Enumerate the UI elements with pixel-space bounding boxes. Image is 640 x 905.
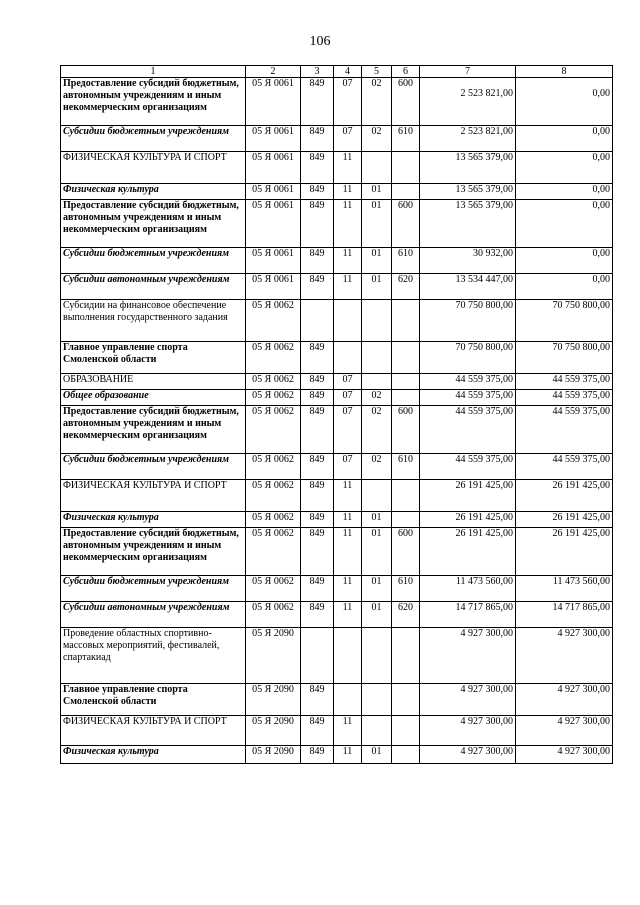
row-amount-2-cell: 70 750 800,00 bbox=[516, 342, 613, 374]
row-dept-cell: 849 bbox=[301, 576, 334, 602]
row-amount-2-cell: 0,00 bbox=[516, 78, 613, 126]
table-row bbox=[61, 454, 613, 480]
row-section-cell bbox=[334, 300, 362, 342]
row-code-cell: 05 Я 0062 bbox=[246, 390, 301, 406]
row-expense-type-cell bbox=[392, 512, 420, 528]
row-amount-2-cell: 0,00 bbox=[516, 274, 613, 300]
row-amount-2-cell: 26 191 425,00 bbox=[516, 512, 613, 528]
header-cell: 5 bbox=[362, 66, 392, 78]
row-dept-cell: 849 bbox=[301, 78, 334, 126]
row-subsection-cell: 02 bbox=[362, 126, 392, 152]
row-name-cell: ОБРАЗОВАНИЕ bbox=[61, 374, 246, 390]
row-section-cell: 11 bbox=[334, 746, 362, 764]
row-code-cell: 05 Я 0062 bbox=[246, 512, 301, 528]
row-name-cell: Проведение областных спортивно-массовых мероприятий, фестивалей, спартакиад bbox=[61, 628, 246, 684]
table-row bbox=[61, 274, 613, 300]
row-name-cell: ФИЗИЧЕСКАЯ КУЛЬТУРА И СПОРТ bbox=[61, 716, 246, 746]
table-row bbox=[61, 576, 613, 602]
row-subsection-cell: 01 bbox=[362, 528, 392, 576]
row-expense-type-cell bbox=[392, 374, 420, 390]
row-code-cell: 05 Я 0062 bbox=[246, 342, 301, 374]
row-subsection-cell bbox=[362, 342, 392, 374]
row-expense-type-cell bbox=[392, 628, 420, 684]
row-name-cell: Субсидии бюджетным учреждениям bbox=[61, 126, 246, 152]
row-amount-2-cell: 26 191 425,00 bbox=[516, 528, 613, 576]
table-row bbox=[61, 126, 613, 152]
budget-table bbox=[60, 65, 613, 764]
row-name-cell: Субсидии бюджетным учреждениям bbox=[61, 248, 246, 274]
row-name-cell: Предоставление субсидий бюджетным, автономным учреждениям и иным некоммерческим организациям bbox=[61, 200, 246, 248]
row-section-cell: 11 bbox=[334, 248, 362, 274]
row-expense-type-cell bbox=[392, 342, 420, 374]
row-amount-2-cell: 4 927 300,00 bbox=[516, 746, 613, 764]
row-name-cell: Физическая культура bbox=[61, 512, 246, 528]
row-subsection-cell: 01 bbox=[362, 512, 392, 528]
row-subsection-cell: 01 bbox=[362, 746, 392, 764]
table-row bbox=[61, 342, 613, 374]
row-amount-1-cell: 4 927 300,00 bbox=[420, 628, 516, 684]
row-dept-cell: 849 bbox=[301, 184, 334, 200]
row-section-cell: 11 bbox=[334, 528, 362, 576]
row-code-cell: 05 Я 0061 bbox=[246, 152, 301, 184]
row-expense-type-cell: 600 bbox=[392, 78, 420, 126]
row-dept-cell: 849 bbox=[301, 248, 334, 274]
row-code-cell: 05 Я 0062 bbox=[246, 528, 301, 576]
table-row bbox=[61, 746, 613, 764]
row-expense-type-cell: 610 bbox=[392, 576, 420, 602]
header-cell: 3 bbox=[301, 66, 334, 78]
row-section-cell: 11 bbox=[334, 184, 362, 200]
row-amount-1-cell: 14 717 865,00 bbox=[420, 602, 516, 628]
row-subsection-cell bbox=[362, 300, 392, 342]
row-subsection-cell bbox=[362, 480, 392, 512]
row-section-cell: 07 bbox=[334, 390, 362, 406]
table-row bbox=[61, 602, 613, 628]
header-cell: 4 bbox=[334, 66, 362, 78]
row-amount-1-cell: 26 191 425,00 bbox=[420, 512, 516, 528]
row-code-cell: 05 Я 0062 bbox=[246, 454, 301, 480]
row-name-cell: Субсидии автономным учреждениям bbox=[61, 602, 246, 628]
row-section-cell: 11 bbox=[334, 576, 362, 602]
row-dept-cell: 849 bbox=[301, 480, 334, 512]
row-code-cell: 05 Я 0061 bbox=[246, 200, 301, 248]
row-name-cell: Физическая культура bbox=[61, 184, 246, 200]
row-section-cell: 07 bbox=[334, 126, 362, 152]
row-amount-2-cell: 4 927 300,00 bbox=[516, 716, 613, 746]
row-expense-type-cell: 620 bbox=[392, 602, 420, 628]
row-name-cell: Предоставление субсидий бюджетным, автономным учреждениям и иным некоммерческим организациям bbox=[61, 528, 246, 576]
header-cell: 6 bbox=[392, 66, 420, 78]
row-amount-1-cell: 44 559 375,00 bbox=[420, 374, 516, 390]
row-dept-cell: 849 bbox=[301, 406, 334, 454]
row-section-cell: 11 bbox=[334, 716, 362, 746]
row-amount-1-cell: 26 191 425,00 bbox=[420, 528, 516, 576]
row-expense-type-cell: 620 bbox=[392, 274, 420, 300]
row-dept-cell: 849 bbox=[301, 200, 334, 248]
row-amount-1-cell: 4 927 300,00 bbox=[420, 716, 516, 746]
row-code-cell: 05 Я 0062 bbox=[246, 480, 301, 512]
row-code-cell: 05 Я 0061 bbox=[246, 78, 301, 126]
row-code-cell: 05 Я 0062 bbox=[246, 602, 301, 628]
row-expense-type-cell: 600 bbox=[392, 528, 420, 576]
row-code-cell: 05 Я 2090 bbox=[246, 716, 301, 746]
row-dept-cell: 849 bbox=[301, 126, 334, 152]
row-code-cell: 05 Я 0061 bbox=[246, 184, 301, 200]
row-section-cell: 11 bbox=[334, 602, 362, 628]
row-code-cell: 05 Я 2090 bbox=[246, 746, 301, 764]
row-dept-cell: 849 bbox=[301, 528, 334, 576]
row-subsection-cell: 01 bbox=[362, 248, 392, 274]
table-row bbox=[61, 300, 613, 342]
row-subsection-cell bbox=[362, 374, 392, 390]
row-section-cell: 07 bbox=[334, 374, 362, 390]
row-subsection-cell: 02 bbox=[362, 454, 392, 480]
table-row bbox=[61, 200, 613, 248]
row-dept-cell: 849 bbox=[301, 684, 334, 716]
row-amount-1-cell: 4 927 300,00 bbox=[420, 684, 516, 716]
row-amount-2-cell: 11 473 560,00 bbox=[516, 576, 613, 602]
row-subsection-cell: 01 bbox=[362, 576, 392, 602]
row-amount-2-cell: 0,00 bbox=[516, 184, 613, 200]
row-amount-1-cell: 44 559 375,00 bbox=[420, 454, 516, 480]
row-amount-1-cell: 70 750 800,00 bbox=[420, 342, 516, 374]
row-subsection-cell: 02 bbox=[362, 78, 392, 126]
table-row bbox=[61, 390, 613, 406]
page-number: 106 bbox=[309, 34, 331, 49]
row-amount-2-cell: 0,00 bbox=[516, 200, 613, 248]
table-row bbox=[61, 512, 613, 528]
row-subsection-cell bbox=[362, 684, 392, 716]
row-expense-type-cell: 610 bbox=[392, 454, 420, 480]
row-subsection-cell bbox=[362, 628, 392, 684]
row-expense-type-cell: 600 bbox=[392, 406, 420, 454]
table-row bbox=[61, 78, 613, 126]
row-dept-cell: 849 bbox=[301, 602, 334, 628]
row-amount-1-cell: 13 534 447,00 bbox=[420, 274, 516, 300]
row-expense-type-cell bbox=[392, 746, 420, 764]
row-amount-2-cell: 0,00 bbox=[516, 152, 613, 184]
row-section-cell: 07 bbox=[334, 406, 362, 454]
row-code-cell: 05 Я 0062 bbox=[246, 374, 301, 390]
table-row bbox=[61, 628, 613, 684]
row-amount-2-cell: 14 717 865,00 bbox=[516, 602, 613, 628]
header-cell: 1 bbox=[61, 66, 246, 78]
row-amount-2-cell: 44 559 375,00 bbox=[516, 454, 613, 480]
row-name-cell: Субсидии автономным учреждениям bbox=[61, 274, 246, 300]
row-name-cell: Предоставление субсидий бюджетным, автономным учреждениям и иным некоммерческим организациям bbox=[61, 78, 246, 126]
row-section-cell: 11 bbox=[334, 480, 362, 512]
row-code-cell: 05 Я 0062 bbox=[246, 300, 301, 342]
row-section-cell: 11 bbox=[334, 200, 362, 248]
row-code-cell: 05 Я 0061 bbox=[246, 248, 301, 274]
row-subsection-cell: 01 bbox=[362, 274, 392, 300]
row-amount-1-cell: 30 932,00 bbox=[420, 248, 516, 274]
row-amount-2-cell: 0,00 bbox=[516, 248, 613, 274]
table-row bbox=[61, 480, 613, 512]
header-cell: 2 bbox=[246, 66, 301, 78]
row-expense-type-cell bbox=[392, 480, 420, 512]
row-code-cell: 05 Я 0062 bbox=[246, 576, 301, 602]
row-name-cell: Субсидии бюджетным учреждениям bbox=[61, 454, 246, 480]
row-expense-type-cell bbox=[392, 152, 420, 184]
row-amount-2-cell: 70 750 800,00 bbox=[516, 300, 613, 342]
row-subsection-cell bbox=[362, 152, 392, 184]
row-section-cell: 11 bbox=[334, 152, 362, 184]
row-dept-cell: 849 bbox=[301, 390, 334, 406]
row-section-cell: 11 bbox=[334, 512, 362, 528]
row-amount-1-cell: 2 523 821,00 bbox=[420, 126, 516, 152]
row-code-cell: 05 Я 0061 bbox=[246, 126, 301, 152]
row-name-cell: Главное управление спорта Смоленской области bbox=[61, 684, 246, 716]
row-name-cell: Общее образование bbox=[61, 390, 246, 406]
row-subsection-cell: 02 bbox=[362, 390, 392, 406]
row-amount-2-cell: 44 559 375,00 bbox=[516, 390, 613, 406]
table-row bbox=[61, 248, 613, 274]
row-amount-2-cell: 26 191 425,00 bbox=[516, 480, 613, 512]
row-amount-1-cell: 44 559 375,00 bbox=[420, 390, 516, 406]
row-expense-type-cell bbox=[392, 716, 420, 746]
table-row bbox=[61, 716, 613, 746]
row-dept-cell: 849 bbox=[301, 374, 334, 390]
row-name-cell: ФИЗИЧЕСКАЯ КУЛЬТУРА И СПОРТ bbox=[61, 480, 246, 512]
row-amount-2-cell: 4 927 300,00 bbox=[516, 684, 613, 716]
row-name-cell: Предоставление субсидий бюджетным, автономным учреждениям и иным некоммерческим организациям bbox=[61, 406, 246, 454]
row-amount-1-cell: 70 750 800,00 bbox=[420, 300, 516, 342]
row-section-cell bbox=[334, 628, 362, 684]
row-expense-type-cell bbox=[392, 300, 420, 342]
row-section-cell: 11 bbox=[334, 274, 362, 300]
row-subsection-cell: 01 bbox=[362, 184, 392, 200]
row-amount-1-cell: 13 565 379,00 bbox=[420, 184, 516, 200]
row-amount-1-cell: 2 523 821,00 bbox=[420, 78, 516, 126]
row-section-cell: 07 bbox=[334, 454, 362, 480]
row-dept-cell: 849 bbox=[301, 152, 334, 184]
row-amount-2-cell: 4 927 300,00 bbox=[516, 628, 613, 684]
row-expense-type-cell: 610 bbox=[392, 126, 420, 152]
row-code-cell: 05 Я 0061 bbox=[246, 274, 301, 300]
row-amount-1-cell: 44 559 375,00 bbox=[420, 406, 516, 454]
row-dept-cell bbox=[301, 300, 334, 342]
header-cell: 8 bbox=[516, 66, 613, 78]
row-name-cell: Главное управление спорта Смоленской области bbox=[61, 342, 246, 374]
row-dept-cell bbox=[301, 628, 334, 684]
table-row bbox=[61, 374, 613, 390]
row-name-cell: Субсидии бюджетным учреждениям bbox=[61, 576, 246, 602]
row-section-cell: 07 bbox=[334, 78, 362, 126]
row-section-cell bbox=[334, 684, 362, 716]
row-subsection-cell: 02 bbox=[362, 406, 392, 454]
row-amount-1-cell: 4 927 300,00 bbox=[420, 746, 516, 764]
row-code-cell: 05 Я 0062 bbox=[246, 406, 301, 454]
row-subsection-cell bbox=[362, 716, 392, 746]
row-name-cell: Субсидии на финансовое обеспечение выполнения государственного задания bbox=[61, 300, 246, 342]
table-row bbox=[61, 528, 613, 576]
row-dept-cell: 849 bbox=[301, 274, 334, 300]
row-code-cell: 05 Я 2090 bbox=[246, 684, 301, 716]
row-expense-type-cell bbox=[392, 390, 420, 406]
row-amount-1-cell: 13 565 379,00 bbox=[420, 200, 516, 248]
row-amount-2-cell: 44 559 375,00 bbox=[516, 406, 613, 454]
table-row bbox=[61, 184, 613, 200]
row-expense-type-cell: 600 bbox=[392, 200, 420, 248]
row-subsection-cell: 01 bbox=[362, 200, 392, 248]
row-dept-cell: 849 bbox=[301, 716, 334, 746]
row-dept-cell: 849 bbox=[301, 342, 334, 374]
row-name-cell: Физическая культура bbox=[61, 746, 246, 764]
row-expense-type-cell bbox=[392, 184, 420, 200]
row-expense-type-cell: 610 bbox=[392, 248, 420, 274]
row-subsection-cell: 01 bbox=[362, 602, 392, 628]
table-row bbox=[61, 406, 613, 454]
table-row bbox=[61, 152, 613, 184]
table-body bbox=[61, 66, 613, 764]
row-amount-2-cell: 44 559 375,00 bbox=[516, 374, 613, 390]
row-dept-cell: 849 bbox=[301, 454, 334, 480]
row-section-cell bbox=[334, 342, 362, 374]
row-code-cell: 05 Я 2090 bbox=[246, 628, 301, 684]
row-amount-1-cell: 26 191 425,00 bbox=[420, 480, 516, 512]
row-name-cell: ФИЗИЧЕСКАЯ КУЛЬТУРА И СПОРТ bbox=[61, 152, 246, 184]
row-amount-2-cell: 0,00 bbox=[516, 126, 613, 152]
row-amount-1-cell: 11 473 560,00 bbox=[420, 576, 516, 602]
table-row bbox=[61, 684, 613, 716]
table-header-row bbox=[61, 66, 613, 78]
header-cell: 7 bbox=[420, 66, 516, 78]
row-expense-type-cell bbox=[392, 684, 420, 716]
row-dept-cell: 849 bbox=[301, 512, 334, 528]
row-amount-1-cell: 13 565 379,00 bbox=[420, 152, 516, 184]
row-dept-cell: 849 bbox=[301, 746, 334, 764]
